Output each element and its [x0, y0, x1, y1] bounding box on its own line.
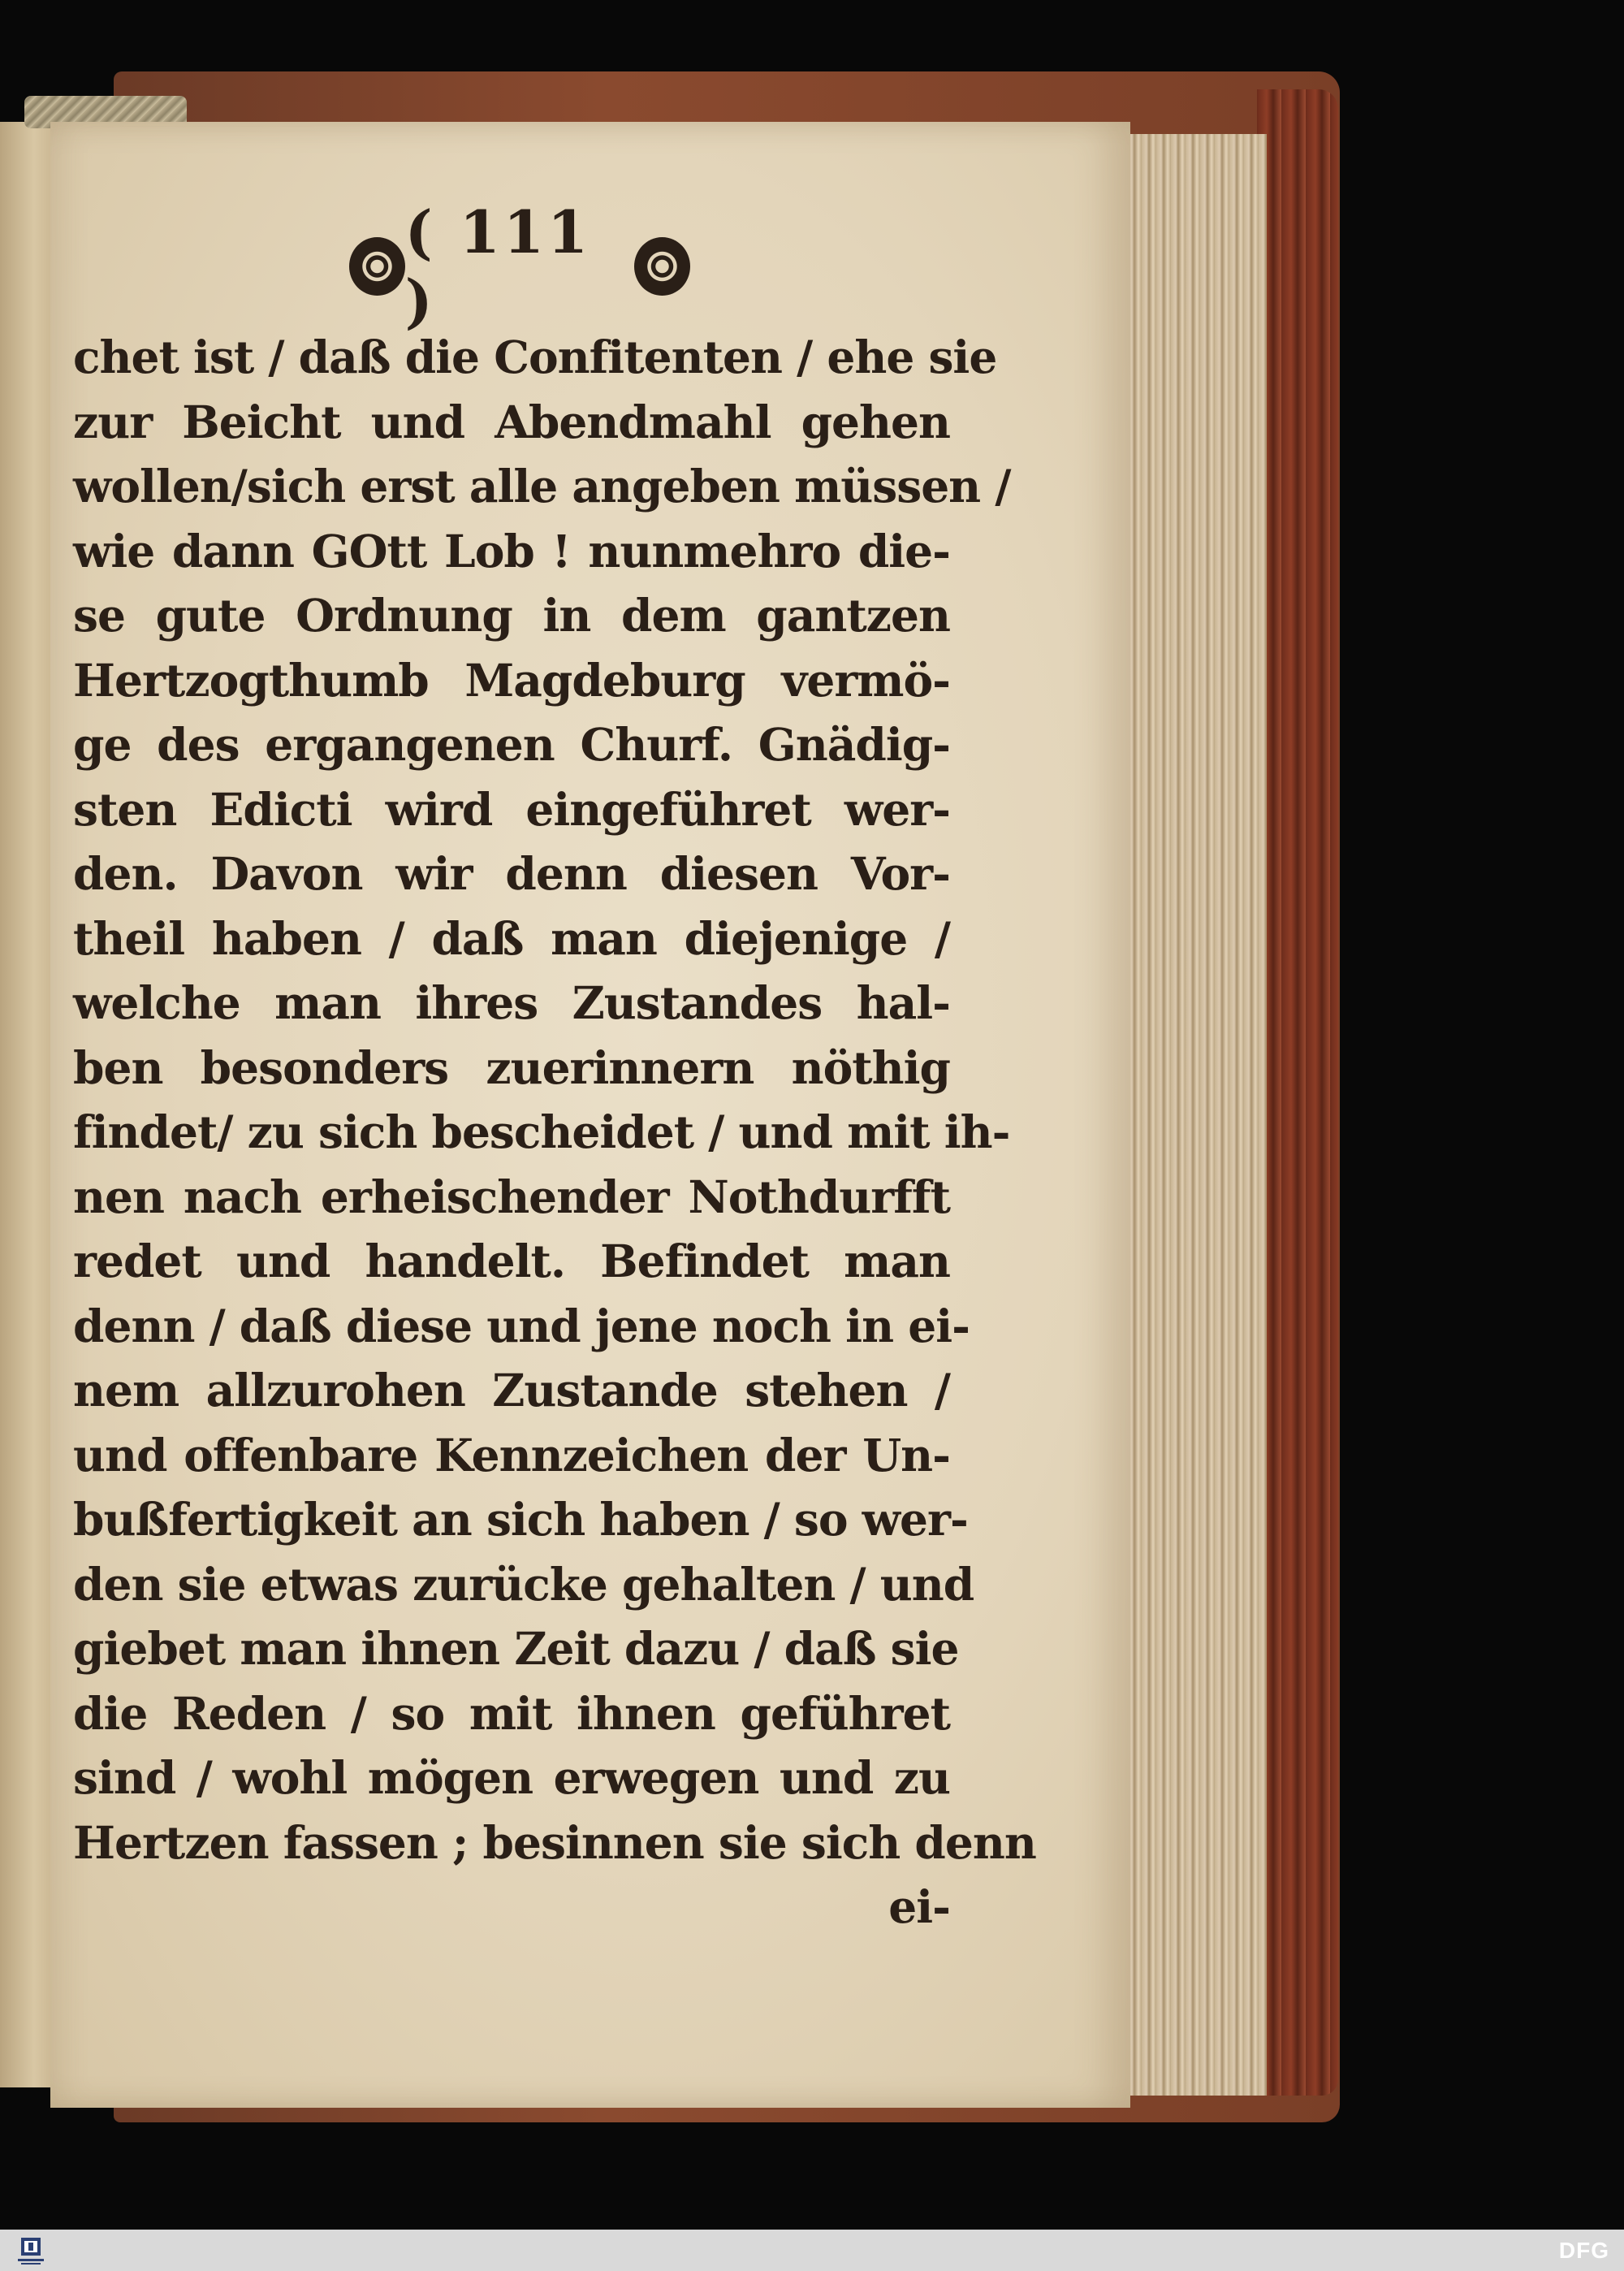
text-line: nen nach erheischender Nothdurfft [73, 1170, 950, 1223]
text-line: zur Beicht und Abendmahl gehen [73, 395, 950, 448]
dfg-logo[interactable]: DFG [1558, 2238, 1609, 2263]
text-line: chet ist / daß die Confitenten / ehe sie [73, 331, 997, 383]
text-line: se gute Ordnung in dem gantzen [73, 589, 950, 642]
library-seal-icon [15, 2234, 47, 2267]
text-line: den. Davon wir denn diesen Vor- [73, 847, 950, 900]
rosette-ornament-icon-right [634, 237, 690, 296]
page-number: ( 111 ) [404, 197, 592, 335]
rosette-ornament-icon-left [349, 237, 405, 296]
catchword: ei- [888, 1880, 950, 1933]
text-line: sten Edicti wird eingeführet wer- [73, 782, 950, 836]
viewer-footer-bar [0, 2230, 1624, 2271]
text-line: giebet man ihnen Zeit dazu / daß sie [73, 1622, 959, 1675]
text-line: bußfertigkeit an sich haben / so wer- [73, 1493, 968, 1546]
text-line: ben besonders zuerinnern nöthig [73, 1040, 950, 1094]
facing-page-edge [0, 122, 57, 2087]
text-line: Hertzen fassen ; besinnen sie sich denn [73, 1815, 1036, 1869]
text-line: die Reden / so mit ihnen geführet [73, 1686, 950, 1740]
text-line: sind / wohl mögen erwegen und zu [73, 1751, 950, 1804]
page-block-edges [1112, 134, 1267, 2096]
book-cover-edge [1257, 89, 1338, 2096]
page-header [349, 197, 690, 335]
text-line: wie dann GOtt Lob ! nunmehro die- [73, 524, 950, 577]
text-line: welche man ihres Zustandes hal- [73, 976, 950, 1029]
text-line: redet und handelt. Befindet man [73, 1235, 950, 1287]
page-body-text [73, 325, 1036, 1940]
text-line: nem allzurohen Zustande stehen / [73, 1364, 950, 1417]
text-line: wollen/sich erst alle angeben müssen / [73, 460, 1011, 513]
text-line: Hertzogthumb Magdeburg vermö- [73, 653, 950, 707]
text-line: und offenbare Kennzeichen der Un- [73, 1428, 950, 1482]
text-line: ge des ergangenen Churf. Gnädig- [73, 718, 950, 771]
text-line: findet/ zu sich bescheidet / und mit ih- [73, 1105, 1010, 1158]
text-line: theil haben / daß man diejenige / [73, 911, 950, 965]
text-line: den sie etwas zurücke gehalten / und [73, 1557, 974, 1611]
text-line: denn / daß diese und jene noch in ei- [73, 1299, 970, 1352]
